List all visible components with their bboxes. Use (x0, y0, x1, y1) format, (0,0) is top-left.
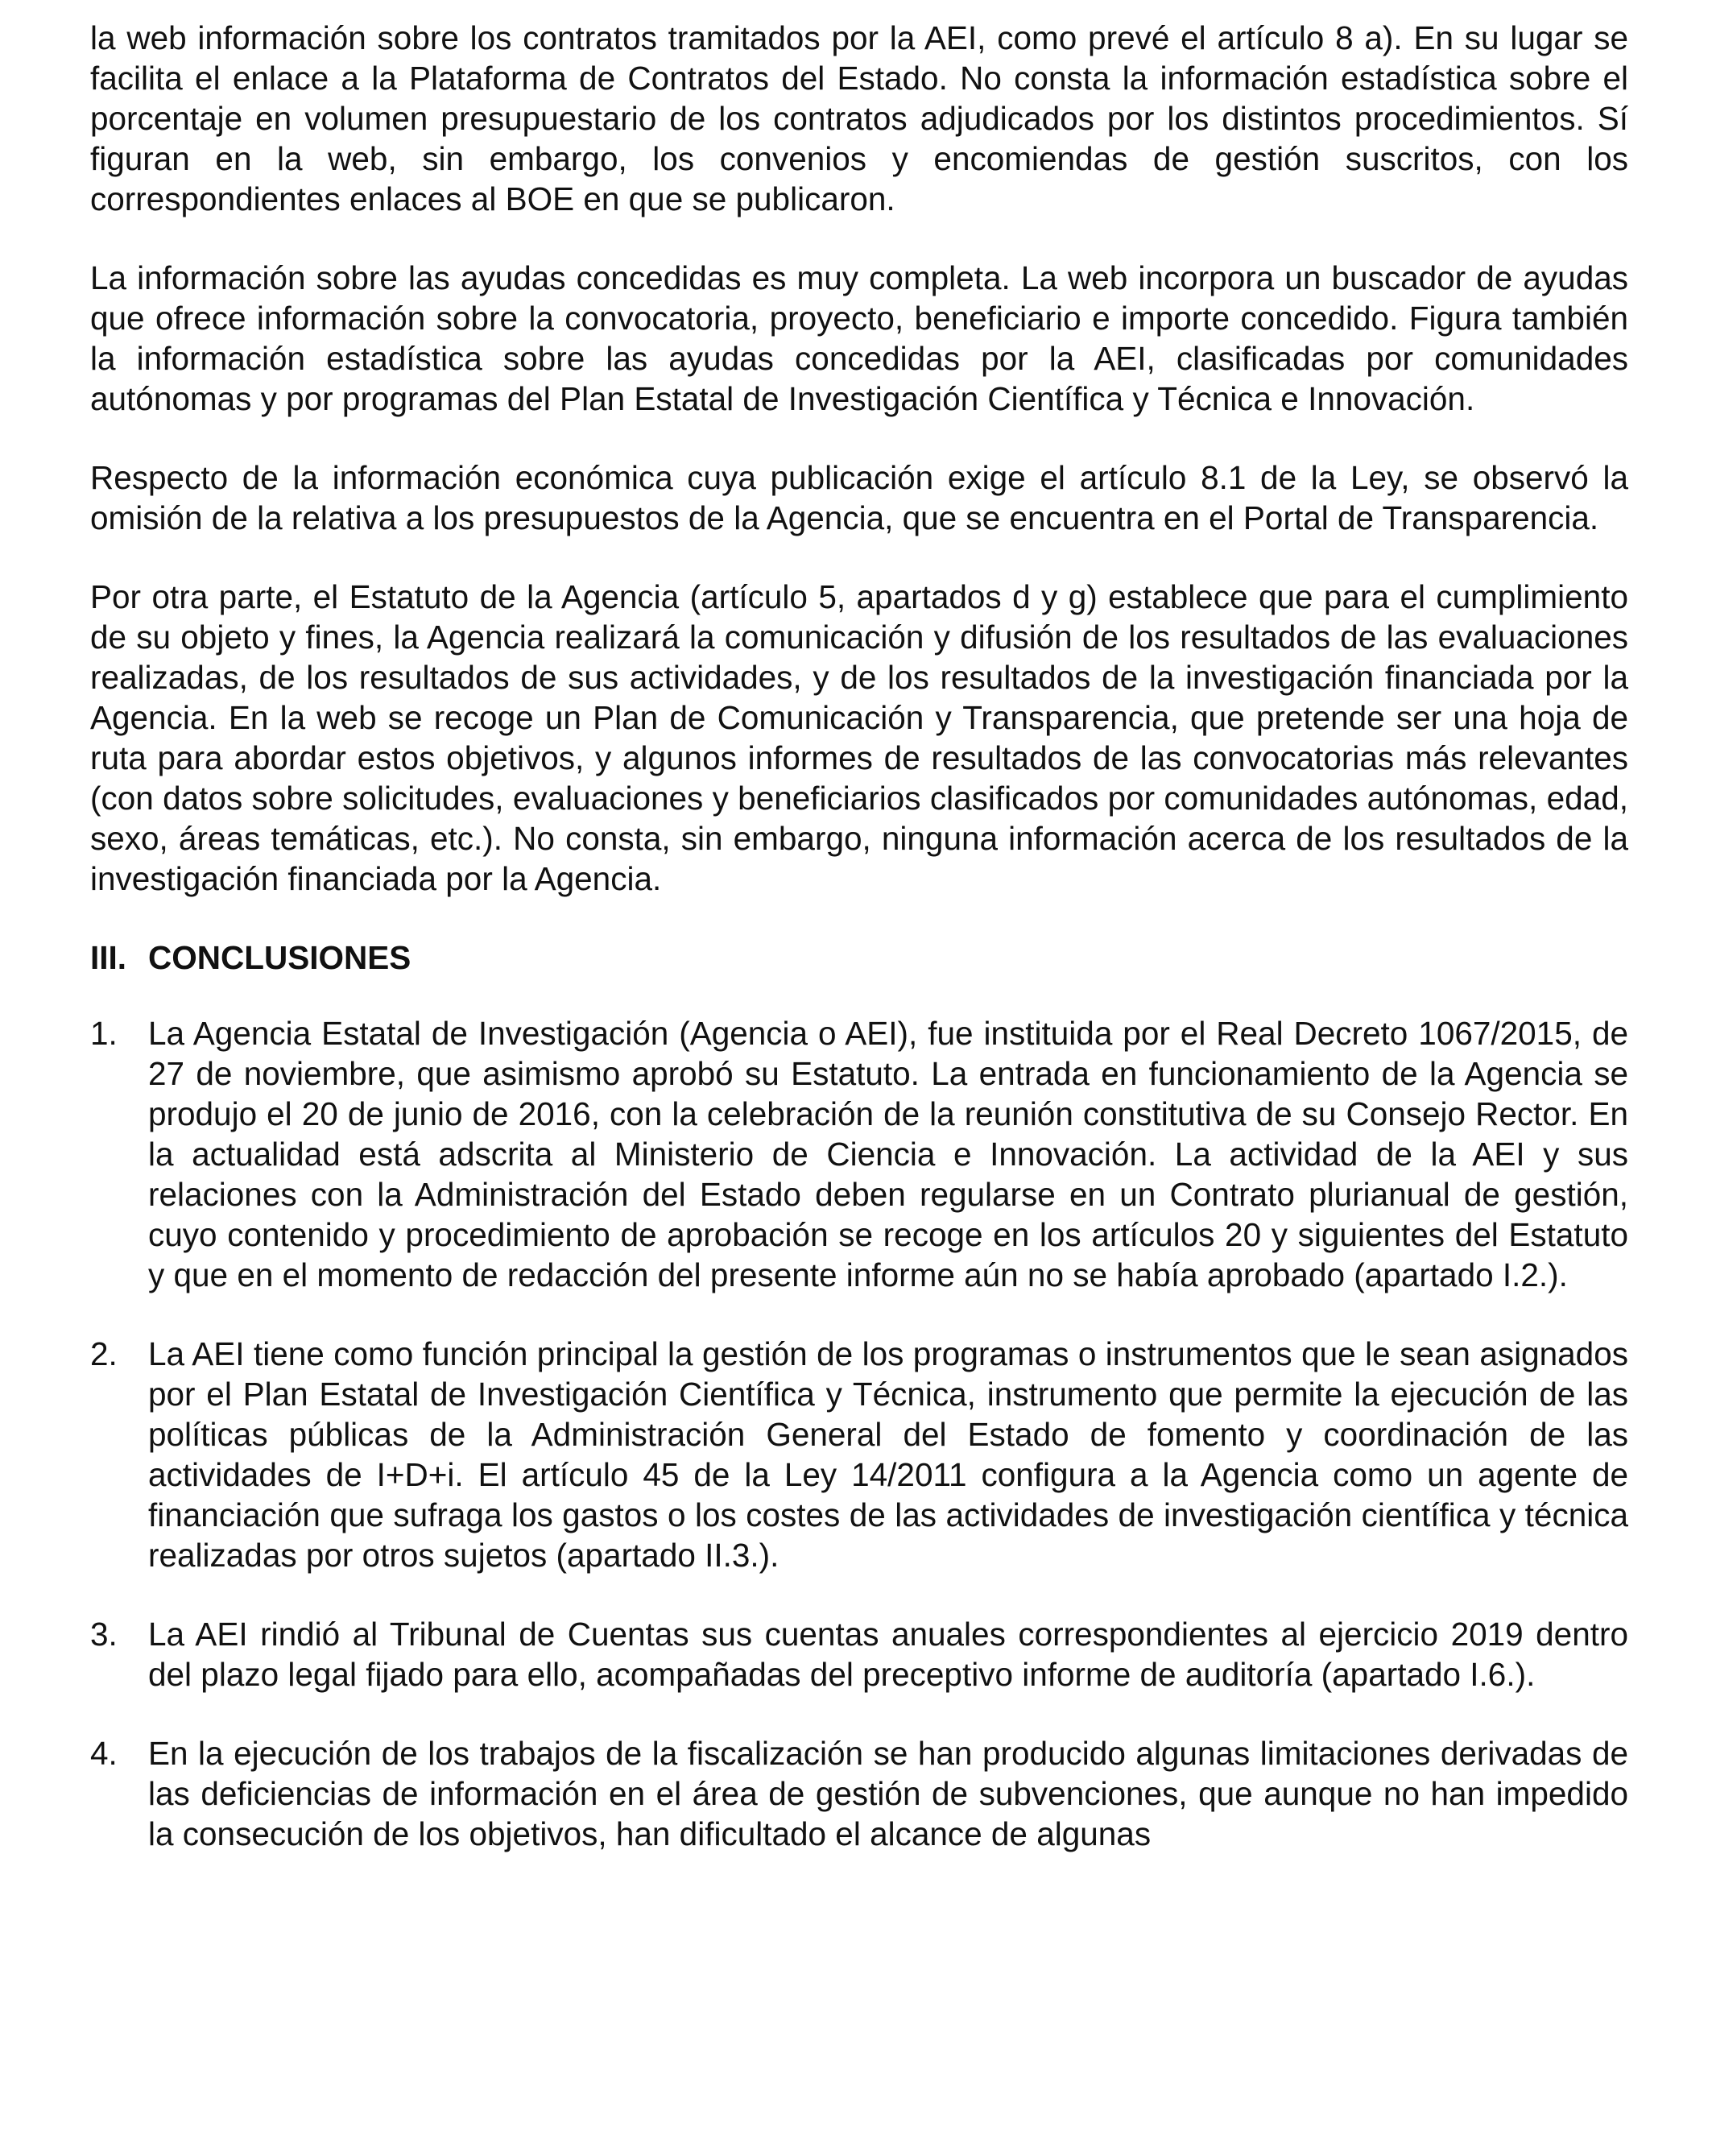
conclusion-item (90, 1614, 1628, 1695)
conclusion-number: 4. (90, 1735, 118, 1772)
conclusion-text: La AEI rindió al Tribunal de Cuentas sus cuentas anuales correspondientes al ejercicio 2019 dentro del plazo legal fijado para ello, acompañadas del preceptivo informe de auditoría (apartado I.6.). (148, 1616, 1628, 1693)
body-paragraph: Por otra parte, el Estatuto de la Agencia (artículo 5, apartados d y g) establece que para el cumplimiento de su objeto y fines, la Agencia realizará la comunicación y difusión de los resultados de las evaluaciones realizadas, de los resultados de sus actividades, y de los resultados de la investigación financiada por la Agencia. En la web se recoge un Plan de Comunicación y Transparencia, que pretende ser una hoja de ruta para abordar estos objetivos, y algunos informes de resultados de las convocatorias más relevantes (con datos sobre solicitudes, evaluaciones y beneficiarios clasificados por comunidades autónomas, edad, sexo, áreas temáticas, etc.). No consta, sin embargo, ninguna información acerca de los resultados de la investigación financiada por la Agencia. (90, 578, 1628, 897)
section-title: CONCLUSIONES (148, 939, 411, 976)
conclusion-item (90, 1013, 1628, 1295)
conclusion-text: La AEI tiene como función principal la gestión de los programas o instrumentos que le sean asignados por el Plan Estatal de Investigación Científica y Técnica, instrumento que permite la ejecución de las políticas públicas de la Administración General del Estado de fomento y coordinación de las actividades de I+D+i. El artículo 45 de la Ley 14/2011 configura a la Agencia como un agente de financiación que sufraga los gastos o los costes de las actividades de investigación científica y técnica realizadas por otros sujetos (apartado II.3.). (148, 1335, 1628, 1574)
conclusion-number: 2. (90, 1335, 118, 1372)
document-body (90, 18, 1628, 1893)
conclusion-text: En la ejecución de los trabajos de la fiscalización se han producido algunas limitaciones derivadas de las deficiencias de información en el área de gestión de subvenciones, que aunque no han impedido la consecución de los objetivos, han dificultado el alcance de algunas (148, 1735, 1628, 1852)
section-heading (90, 937, 1628, 978)
conclusion-number: 1. (90, 1015, 118, 1052)
conclusion-number: 3. (90, 1616, 118, 1653)
section-number: III. (90, 939, 127, 976)
conclusion-text: La Agencia Estatal de Investigación (Agencia o AEI), fue instituida por el Real Decreto 1067/2015, de 27 de noviembre, que asimismo aprobó su Estatuto. La entrada en funcionamiento de la Agencia se produjo el 20 de junio de 2016, con la celebración de la reunión constitutiva de su Consejo Rector. En la actualidad está adscrita al Ministerio de Ciencia e Innovación. La actividad de la AEI y sus relaciones con la Administración del Estado deben regularse en un Contrato plurianual de gestión, cuyo contenido y procedimiento de aprobación se recoge en los artículos 20 y siguientes del Estatuto y que en el momento de redacción del presente informe aún no se había aprobado (apartado I.2.). (148, 1015, 1628, 1293)
body-paragraph: la web información sobre los contratos tramitados por la AEI, como prevé el artículo 8 a). En su lugar se facilita el enlace a la Plataforma de Contratos del Estado. No consta la información estadística sobre el porcentaje en volumen presupuestario de los contratos adjudicados por los distintos procedimientos. Sí figuran en la web, sin embargo, los convenios y encomiendas de gestión suscritos, con los correspondientes enlaces al BOE en que se publicaron. (90, 19, 1628, 217)
body-paragraph: Respecto de la información económica cuya publicación exige el artículo 8.1 de la Ley, se observó la omisión de la relativa a los presupuestos de la Agencia, que se encuentra en el Portal de Transparencia. (90, 459, 1628, 536)
conclusion-item (90, 1334, 1628, 1575)
conclusion-item (90, 1733, 1628, 1854)
body-paragraph: La información sobre las ayudas concedidas es muy completa. La web incorpora un buscador de ayudas que ofrece información sobre la convocatoria, proyecto, beneficiario e importe concedido. Figura también la información estadística sobre las ayudas concedidas por la AEI, clasificadas por comunidades autónomas y por programas del Plan Estatal de Investigación Científica y Técnica e Innovación. (90, 259, 1628, 417)
